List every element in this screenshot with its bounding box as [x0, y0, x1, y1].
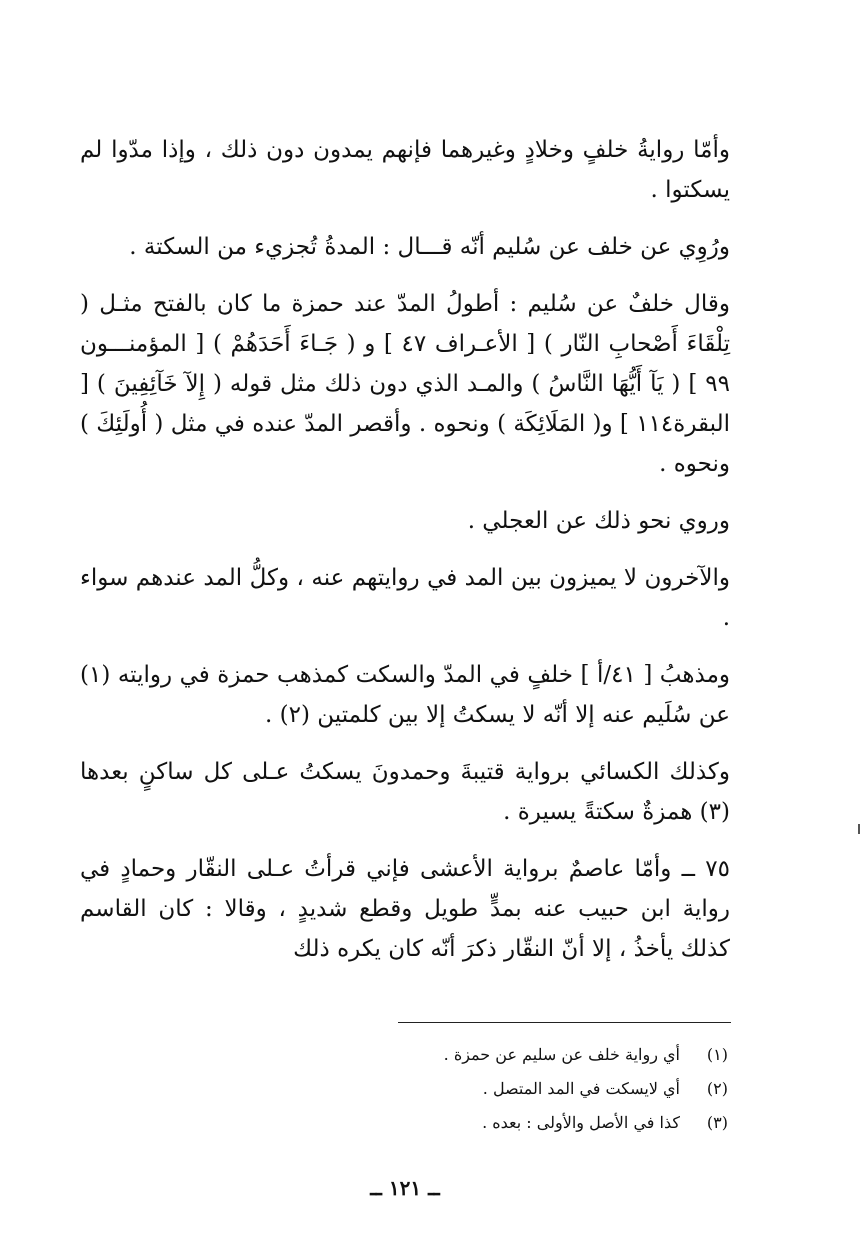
footnote-text: أي رواية خلف عن سليم عن حمزة .: [443, 1045, 680, 1064]
footnote-separator: [398, 1022, 731, 1023]
paragraph: ومذهبُ [ ٤١/أ ] خلفٍ في المدّ والسكت كمذهب حمزة في روايته (١) عن سُلَيم عنه إلا أنّه لا يسكتُ إلا بين كلمتين (٢) .: [80, 662, 731, 728]
paragraph: والآخرون لا يميزون بين المد في روايتهم عنه ، وكلُّ المد عندهم سواء .: [80, 565, 730, 631]
paragraph: وروي نحو ذلك عن العجلي .: [467, 508, 730, 534]
paragraph: ٧٥ ــ وأمّا عاصمٌ برواية الأعشى فإني قرأتُ عـلى النقّار وحمادٍ في رواية ابن حبيب عنه بمدٍّ طويل وقطع شديدٍ ، وقالا : كان القاسم كذلك يأخذُ ، إلا أنّ النقّار ذكرَ أنّه كان يكره ذلك: [80, 856, 730, 962]
scan-mark: [858, 824, 860, 834]
footnote-number: (١): [706, 1045, 728, 1064]
paragraph: وكذلك الكسائي برواية قتيبةَ وحمدونَ يسكتُ عـلى كل ساكنٍ بعدها (٣) همزةٌ سكتةً يسيرة .: [80, 759, 730, 825]
footnote: [360, 1106, 728, 1140]
footnote: [360, 1072, 728, 1106]
footnotes: [360, 1038, 728, 1140]
footnote: [360, 1038, 728, 1072]
main-text: [80, 130, 730, 983]
paragraph: وقال خلفٌ عن سُليم : أطولُ المدّ عند حمزة ما كان بالفتح مثـل ( تِلْقَاءَ أَصْحابِ النّار ) [ الأعـراف ٤٧ ] و ( جَـاءَ أَحَدَهُمْ ) [ المؤمنـــون ٩٩ ] ( يَآ أَيُّهَا النَّاسُ ) والمـد الذي دون ذلك مثل قوله ( إِلآ خَآئِفِينَ ) [ البقرة١١٤ ] و( المَلَائِكَة ) ونحوه . وأقصر المدّ عنده في مثل ( أُولَئِكَ ) ونحوه .: [80, 291, 730, 477]
footnote-number: (٣): [706, 1113, 728, 1132]
paragraph: ورُوِي عن خلف عن سُليم أنّه قـــال : المدةُ تُجزيء من السكتة .: [129, 234, 730, 260]
footnote-text: أي لايسكت في المد المتصل .: [482, 1079, 680, 1098]
footnote-text: كذا في الأصل والأولى : بعده .: [482, 1113, 680, 1132]
footnote-number: (٢): [706, 1079, 728, 1098]
page-number: ــ ١٢١ ــ: [370, 1176, 440, 1200]
paragraph: وأمّا روايةُ خلفٍ وخلادٍ وغيرهما فإنهم يمدون دون ذلك ، وإذا مدّوا لم يسكتوا .: [80, 137, 730, 203]
